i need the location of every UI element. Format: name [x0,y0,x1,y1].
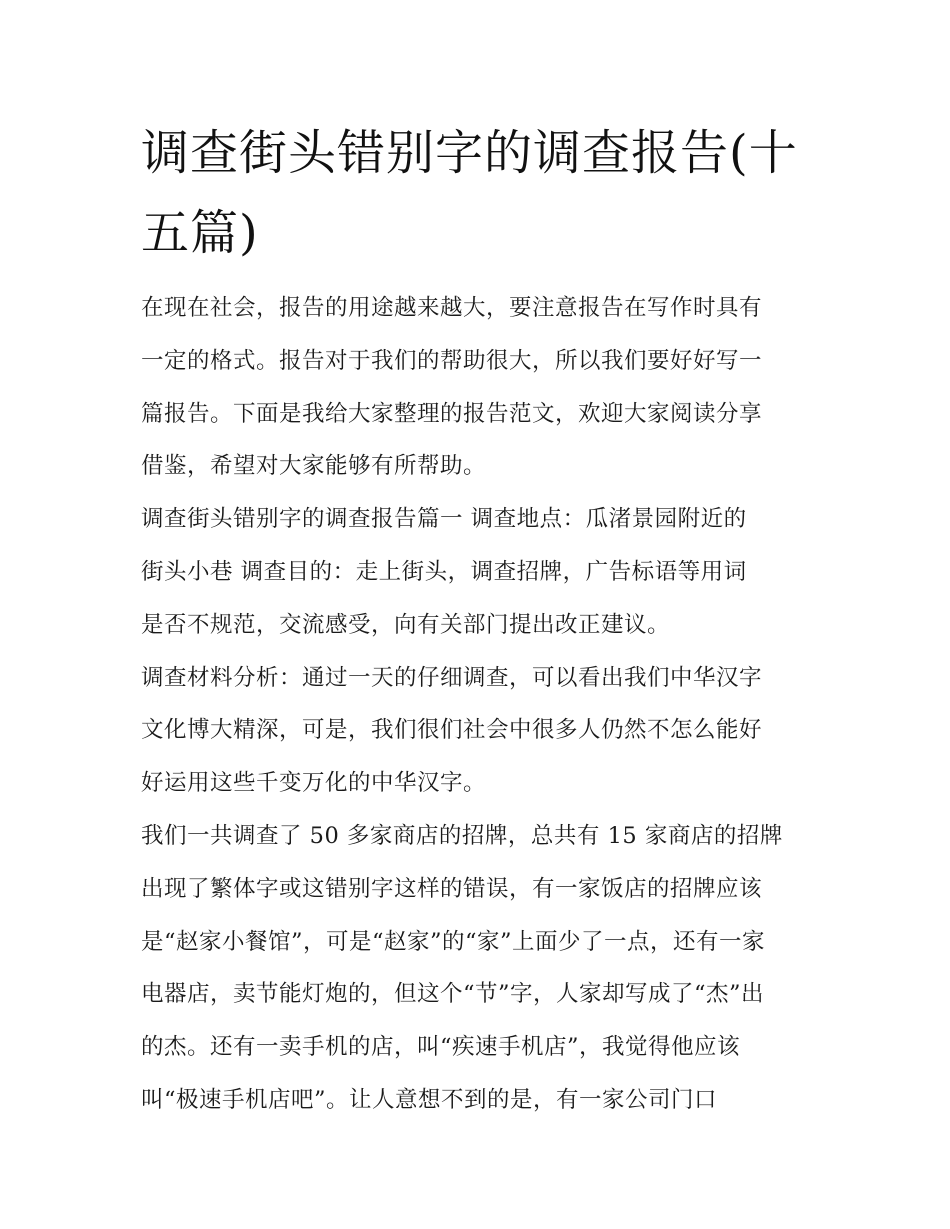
document-body [141,282,821,1127]
text-line: 在现在社会，报告的用途越来越大，要注意报告在写作时具有 [141,295,763,321]
text-line: 好运用这些千变万化的中华汉字。 [141,770,487,797]
text-line: 调查街头错别字的调查报告篇一 调查地点：瓜渚景园附近的 [141,506,747,533]
text-line: 我们一共调查了 50 多家商店的招牌，总共有 15 家商店的招牌 [141,822,783,849]
document-title [141,113,821,273]
text-line: 是“赵家小餐馆”，可是“赵家”的“家”上面少了一点，还有一家 [141,928,766,955]
paragraph-findings [141,810,821,1127]
title-line: 五篇) [141,205,259,261]
text-line: 一定的格式。报告对于我们的帮助很大，所以我们要好好写一 [141,347,763,374]
paragraph-survey-info [141,493,821,651]
text-line: 街头小巷 调查目的：走上街头，调查招牌，广告标语等用词 [141,558,747,585]
paragraph-intro [141,282,821,493]
text-line: 的杰。还有一卖手机的店，叫“疾速手机店”，我觉得他应该 [141,1034,741,1061]
text-line: 叫“极速手机店吧”。让人意想不到的是，有一家公司门口 [141,1086,718,1113]
text-line: 文化博大精深，可是，我们很们社会中很多人仍然不怎么能好 [141,717,763,744]
paragraph-analysis [141,652,821,810]
title-line: 调查街头错别字的调查报告(十 [141,125,798,181]
text-line: 借鉴，希望对大家能够有所帮助。 [141,453,487,480]
text-line: 是否不规范，交流感受，向有关部门提出改正建议。 [141,611,671,638]
text-line: 电器店，卖节能灯炮的，但这个“节”字，人家却写成了“杰”出 [141,981,765,1008]
text-line: 篇报告。下面是我给大家整理的报告范文，欢迎大家阅读分享 [141,400,763,427]
text-line: 出现了繁体字或这错别字这样的错误，有一家饭店的招牌应该 [141,875,763,902]
text-line: 调查材料分析：通过一天的仔细调查，可以看出我们中华汉字 [141,664,763,691]
